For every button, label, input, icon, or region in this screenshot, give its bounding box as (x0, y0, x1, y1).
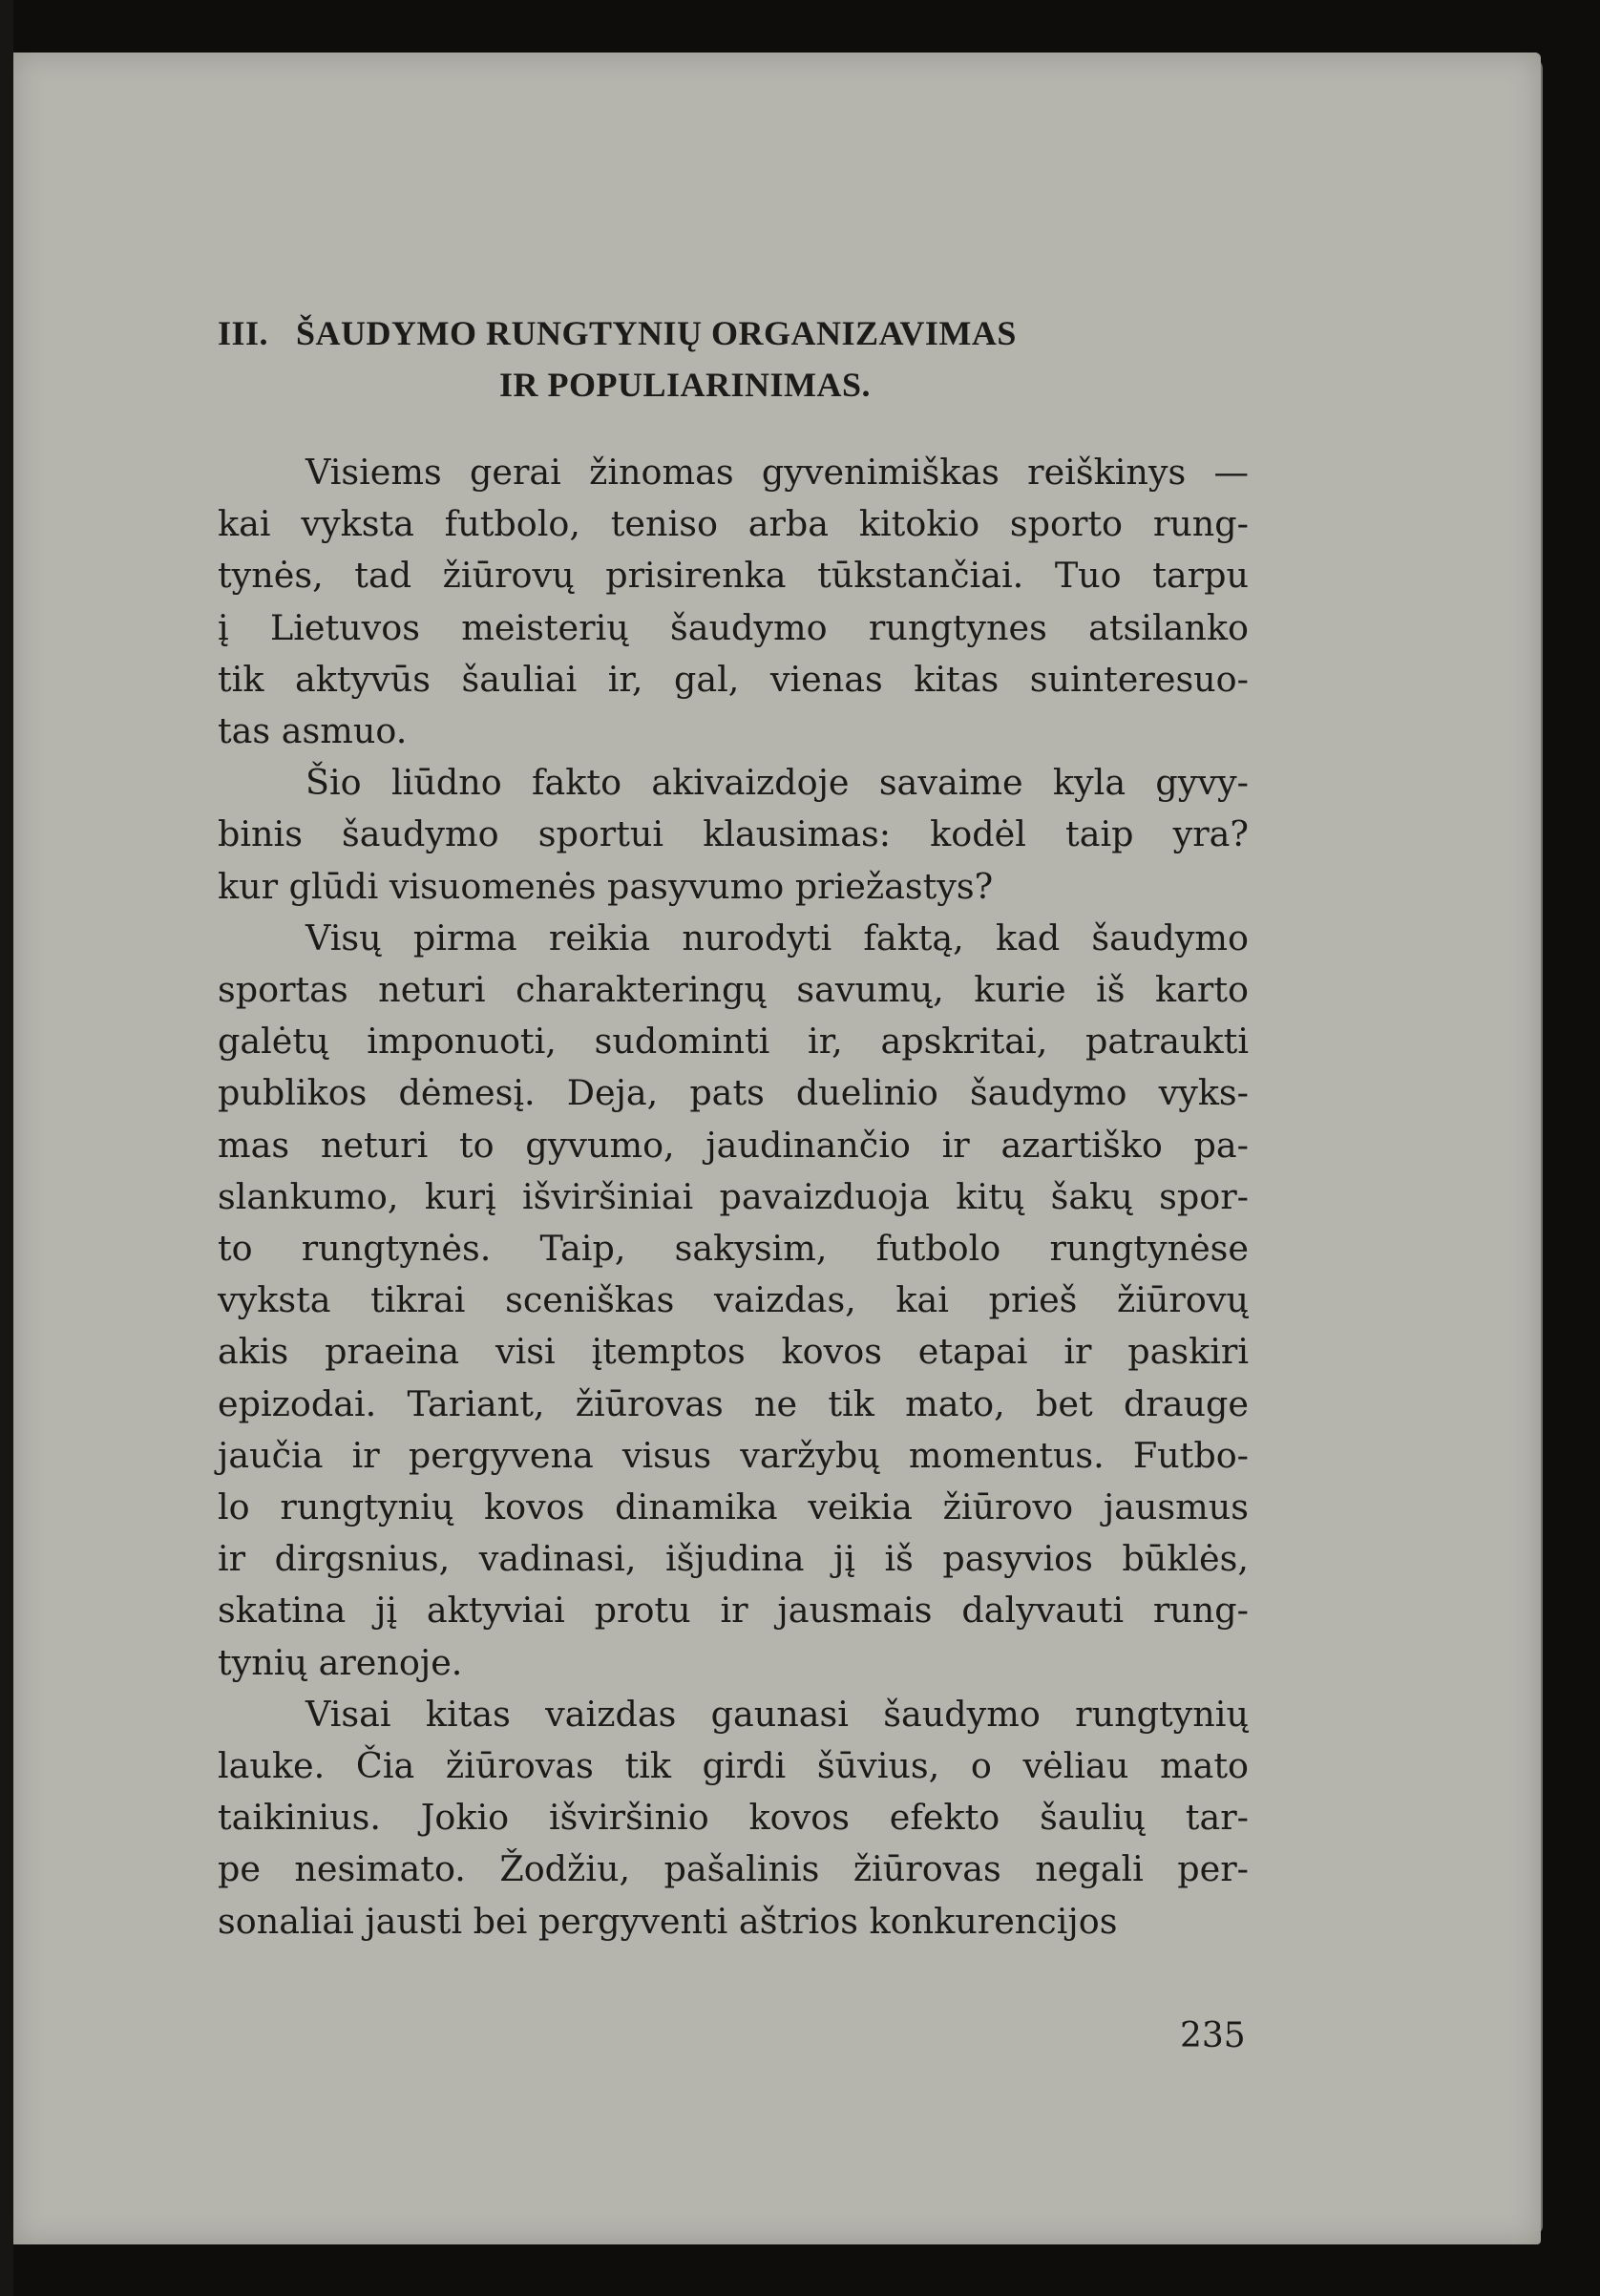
chapter-number: III. (218, 314, 269, 352)
text-line: Šio liūdno fakto akivaizdoje savaime kyla gyvy- (305, 762, 1249, 804)
page-number: 235 (1180, 2016, 1246, 2055)
text-line: Visiems gerai žinomas gyvenimiškas reiškinys — (305, 452, 1249, 493)
text-line: ir dirgsnius, vadinasi, išjudina jį iš pasyvios būklės, (218, 1538, 1249, 1580)
text-line: į Lietuvos meisterių šaudymo rungtynes atsilanko (218, 606, 1249, 648)
text-line: taikinius. Jokio išviršinio kovos efekto šaulių tar- (218, 1797, 1249, 1839)
text-line: epizodai. Tariant, žiūrovas ne tik mato, bet drauge (218, 1382, 1249, 1424)
page-content (218, 307, 1249, 1948)
text-line: pe nesimato. Žodžiu, pašalinis žiūrovas negali per- (218, 1848, 1249, 1890)
text-line: akis praeina visi įtemptos kovos etapai ir paskiri (218, 1331, 1249, 1373)
body-text (218, 447, 1249, 1948)
text-line: tynės, tad žiūrovų prisirenka tūkstančiai. Tuo tarpu (218, 555, 1249, 597)
scan-border-left (0, 0, 13, 2296)
text-line: lo rungtynių kovos dinamika veikia žiūrovo jausmus (218, 1486, 1249, 1528)
text-line: kur glūdi visuomenės pasyvumo priežastys? (218, 865, 994, 907)
text-line: tik aktyvūs šauliai ir, gal, vienas kitas suinteresuo- (218, 658, 1249, 700)
text-line: sonaliai jausti bei pergyventi aštrios konkurencijos (218, 1900, 1118, 1942)
text-line: tas asmuo. (218, 710, 408, 752)
text-line: vyksta tikrai sceniškas vaizdas, kai prieš žiūrovų (218, 1279, 1249, 1321)
chapter-title-line-1: ŠAUDYMO RUNGTYNIŲ ORGANIZAVIMAS (296, 314, 1017, 352)
chapter-title (218, 307, 1249, 411)
text-line: skatina jį aktyviai protu ir jausmais dalyvauti rung- (218, 1590, 1249, 1632)
text-line: mas neturi to gyvumo, jaudinančio ir azartiško pa- (218, 1124, 1249, 1166)
text-line: Visų pirma reikia nurodyti faktą, kad šaudymo (305, 916, 1249, 958)
text-line: galėtų imponuoti, sudominti ir, apskritai, patraukti (218, 1021, 1249, 1063)
text-line: to rungtynės. Taip, sakysim, futbolo rungtynėse (218, 1228, 1249, 1270)
text-line: kai vyksta futbolo, teniso arba kitokio sporto rung- (218, 503, 1249, 545)
text-line: slankumo, kurį išviršiniai pavaizduoja kitų šakų spor- (218, 1175, 1249, 1217)
paragraph (218, 447, 1249, 757)
chapter-title-line-2: IR POPULIARINIMAS. (499, 366, 872, 404)
text-line: tynių arenoje. (218, 1641, 463, 1683)
text-line: sportas neturi charakteringų savumų, kurie iš karto (218, 969, 1249, 1011)
text-line: Visai kitas vaizdas gaunasi šaudymo rungtynių (305, 1693, 1249, 1735)
paragraph (218, 757, 1249, 913)
text-line: jaučia ir pergyvena visus varžybų momentus. Futbo- (218, 1434, 1249, 1476)
text-line: lauke. Čia žiūrovas tik girdi šūvius, o vėliau mato (218, 1745, 1249, 1787)
text-line: binis šaudymo sportui klausimas: kodėl taip yra? (218, 813, 1249, 855)
paragraph (218, 913, 1249, 1689)
text-line: publikos dėmesį. Deja, pats duelinio šaudymo vyks- (218, 1072, 1249, 1114)
paragraph (218, 1689, 1249, 1948)
